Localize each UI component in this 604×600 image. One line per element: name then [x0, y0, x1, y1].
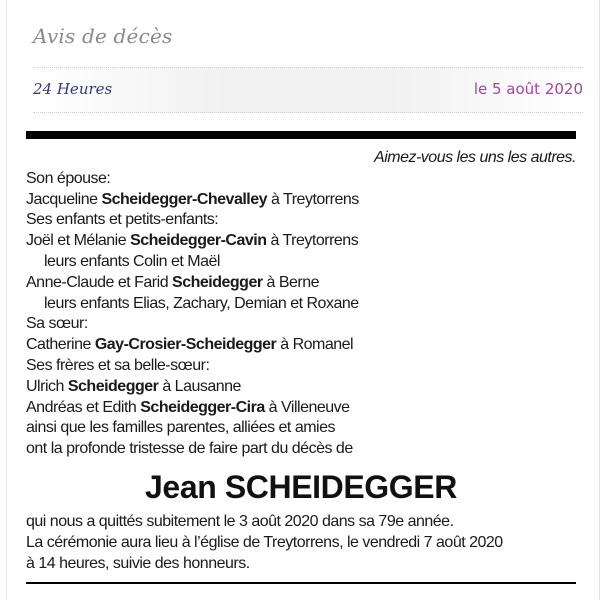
death-notice [26, 148, 576, 574]
notice-motto: Aimez-vous les uns les autres. [374, 149, 576, 166]
notice-line: ont la profonde tristesse de faire part du décès de [26, 440, 353, 458]
notice-line: Catherine Gay-Crosier-Scheidegger à Romanel [26, 336, 354, 354]
bottom-rule [26, 582, 576, 584]
family-name: Scheidegger-Cavin [130, 232, 267, 250]
family-name: Scheidegger-Cira [140, 398, 265, 416]
notice-line: leurs enfants Elias, Zachary, Demian et Roxane [44, 294, 359, 312]
publication-bar [33, 67, 583, 113]
notice-line: Ulrich Scheidegger à Lausanne [26, 377, 241, 395]
family-name: Scheidegger [67, 377, 159, 395]
notice-line: Sa sœur: [26, 315, 88, 333]
family-name: Gay-Crosier-Scheidegger [94, 336, 277, 354]
notice-line: Andréas et Edith Scheidegger-Cira à Villeneuve [26, 398, 350, 416]
section-title: Avis de décès [33, 24, 173, 48]
closing-line: La cérémonie aura lieu à l’église de Treytorrens, le vendredi 7 août 2020 [26, 533, 503, 551]
notice-line: Anne-Claude et Farid Scheidegger à Berne [26, 273, 320, 291]
top-rule [26, 131, 576, 139]
publication-source[interactable]: 24 Heures [33, 80, 113, 98]
notice-line: Jacqueline Scheidegger-Chevalley à Treytorrens [26, 190, 359, 208]
notice-line: Ses enfants et petits-enfants: [26, 211, 219, 229]
publication-date: le 5 août 2020 [473, 80, 583, 98]
family-name: Scheidegger [172, 273, 263, 291]
notice-line: leurs enfants Colin et Maël [44, 252, 220, 270]
family-name: Scheidegger-Chevalley [101, 190, 268, 208]
closing-line: à 14 heures, suivie des honneurs. [26, 554, 250, 572]
deceased-name: Jean SCHEIDEGGER [145, 468, 457, 505]
notice-line: Ses frères et sa belle-sœur: [26, 356, 210, 374]
notice-line: Joël et Mélanie Scheidegger-Cavin à Treytorrens [26, 232, 359, 250]
notice-line: Son épouse: [26, 169, 111, 187]
notice-line: ainsi que les familles parentes, alliées et amies [26, 419, 335, 437]
closing-line: qui nous a quittés subitement le 3 août 2020 dans sa 79e année. [26, 512, 454, 530]
